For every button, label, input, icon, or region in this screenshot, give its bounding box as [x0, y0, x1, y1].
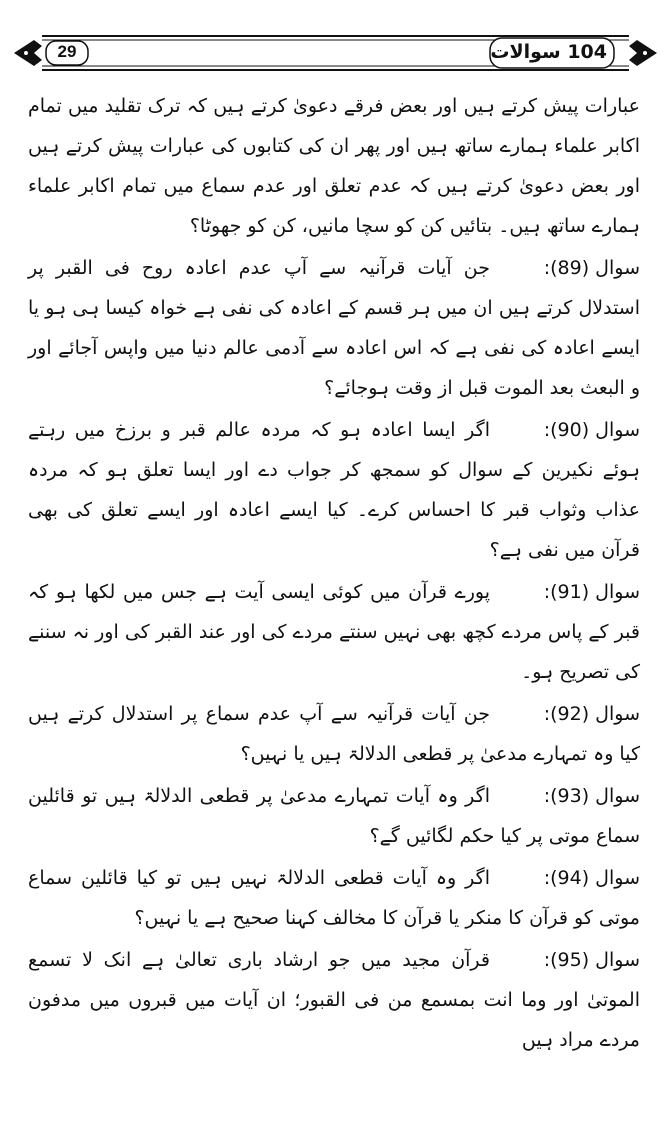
question-text: پورے قرآن میں کوئی ایسی آیت ہے جس میں لکھا ہو کہ قبر کے پاس مردے کچھ بھی نہیں سنتے مردے کی اور عند القبر کی اور نہ سننے کی تصریح ہو۔: [28, 581, 640, 683]
question-label: سوال (94):: [543, 867, 640, 889]
question-label: سوال (93):: [543, 785, 640, 807]
paragraph-text: عبارات پیش کرتے ہیں اور بعض فرقے دعویٰ کرتے ہیں کہ ترک تقلید میں تمام اکابر علماء ہمارے ساتھ ہیں اور پھر ان کی کتابوں کی عبارات پیش کرتے ہیں اور بعض دعویٰ کرتے ہیں کہ عدم تعلق اور عدم سماع میں تمام اکابر علماء ہمارے ساتھ ہیں۔ بتائیں کن کو سچا مانیں، کن کو جھوٹا؟: [28, 95, 640, 237]
page-body: [28, 86, 640, 1060]
question-text: جن آیات قرآنیہ سے آپ عدم اعادہ روح فی القبر پر استدلال کرتے ہیں ان میں ہر قسم کے اعادہ کی نفی ہے خواہ کیسا ہی ہو یا ایسے اعادہ کی نفی ہے کہ اس اعادہ سے آدمی عالم دنیا میں واپس آجائے اور و البعث بعد الموت قبل از وقت ہوجائے؟: [28, 257, 640, 399]
question-label: سوال (92):: [543, 703, 640, 725]
question-93: [28, 776, 640, 856]
question-text: اگر ایسا اعادہ ہو کہ مردہ عالم قبر و برزخ میں رہتے ہوئے نکیرین کے سوال کو سمجھ کر جواب دے اور ایسا تعلق ہو کہ مردہ عذاب وثواب قبر کا احساس کرے۔ کیا ایسے اعادہ اور ایسے تعلق کی بھی قرآن میں نفی ہے؟: [28, 419, 640, 561]
question-92: [28, 694, 640, 774]
question-text: اگر وہ آیات تمہارے مدعیٰ پر قطعی الدلالۃ ہیں تو قائلین سماع موتی پر کیا حکم لگائیں گے؟: [28, 785, 640, 847]
question-label: سوال (90):: [543, 419, 640, 441]
question-90: [28, 410, 640, 570]
question-91: [28, 572, 640, 692]
question-label: سوال (95):: [543, 949, 640, 971]
question-text: قرآن مجید میں جو ارشاد باری تعالیٰ ہے انک لا تسمع الموتیٰ اور وما انت بمسمع من فی القبور؛ ان آیات میں قبروں میں مدفون مردے مراد ہیں: [28, 949, 640, 1051]
page-number: 29: [57, 42, 77, 61]
question-94: [28, 858, 640, 938]
question-text: اگر وہ آیات قطعی الدلالۃ نہیں ہیں تو کیا قائلین سماع موتی کو قرآن کا منکر یا قرآن کا مخالف کہنا صحیح ہے یا نہیں؟: [28, 867, 640, 929]
question-label: سوال (89):: [543, 257, 640, 279]
page-header: [12, 30, 659, 78]
question-89: [28, 248, 640, 408]
question-label: سوال (91):: [543, 581, 640, 603]
question-text: جن آیات قرآنیہ سے آپ عدم سماع پر استدلال کرتے ہیں کیا وہ تمہارے مدعیٰ پر قطعی الدلالۃ ہیں یا نہیں؟: [28, 703, 640, 765]
book-title: 104 سوالات: [490, 41, 607, 63]
question-95: [28, 940, 640, 1060]
paragraph-intro: [28, 86, 640, 246]
